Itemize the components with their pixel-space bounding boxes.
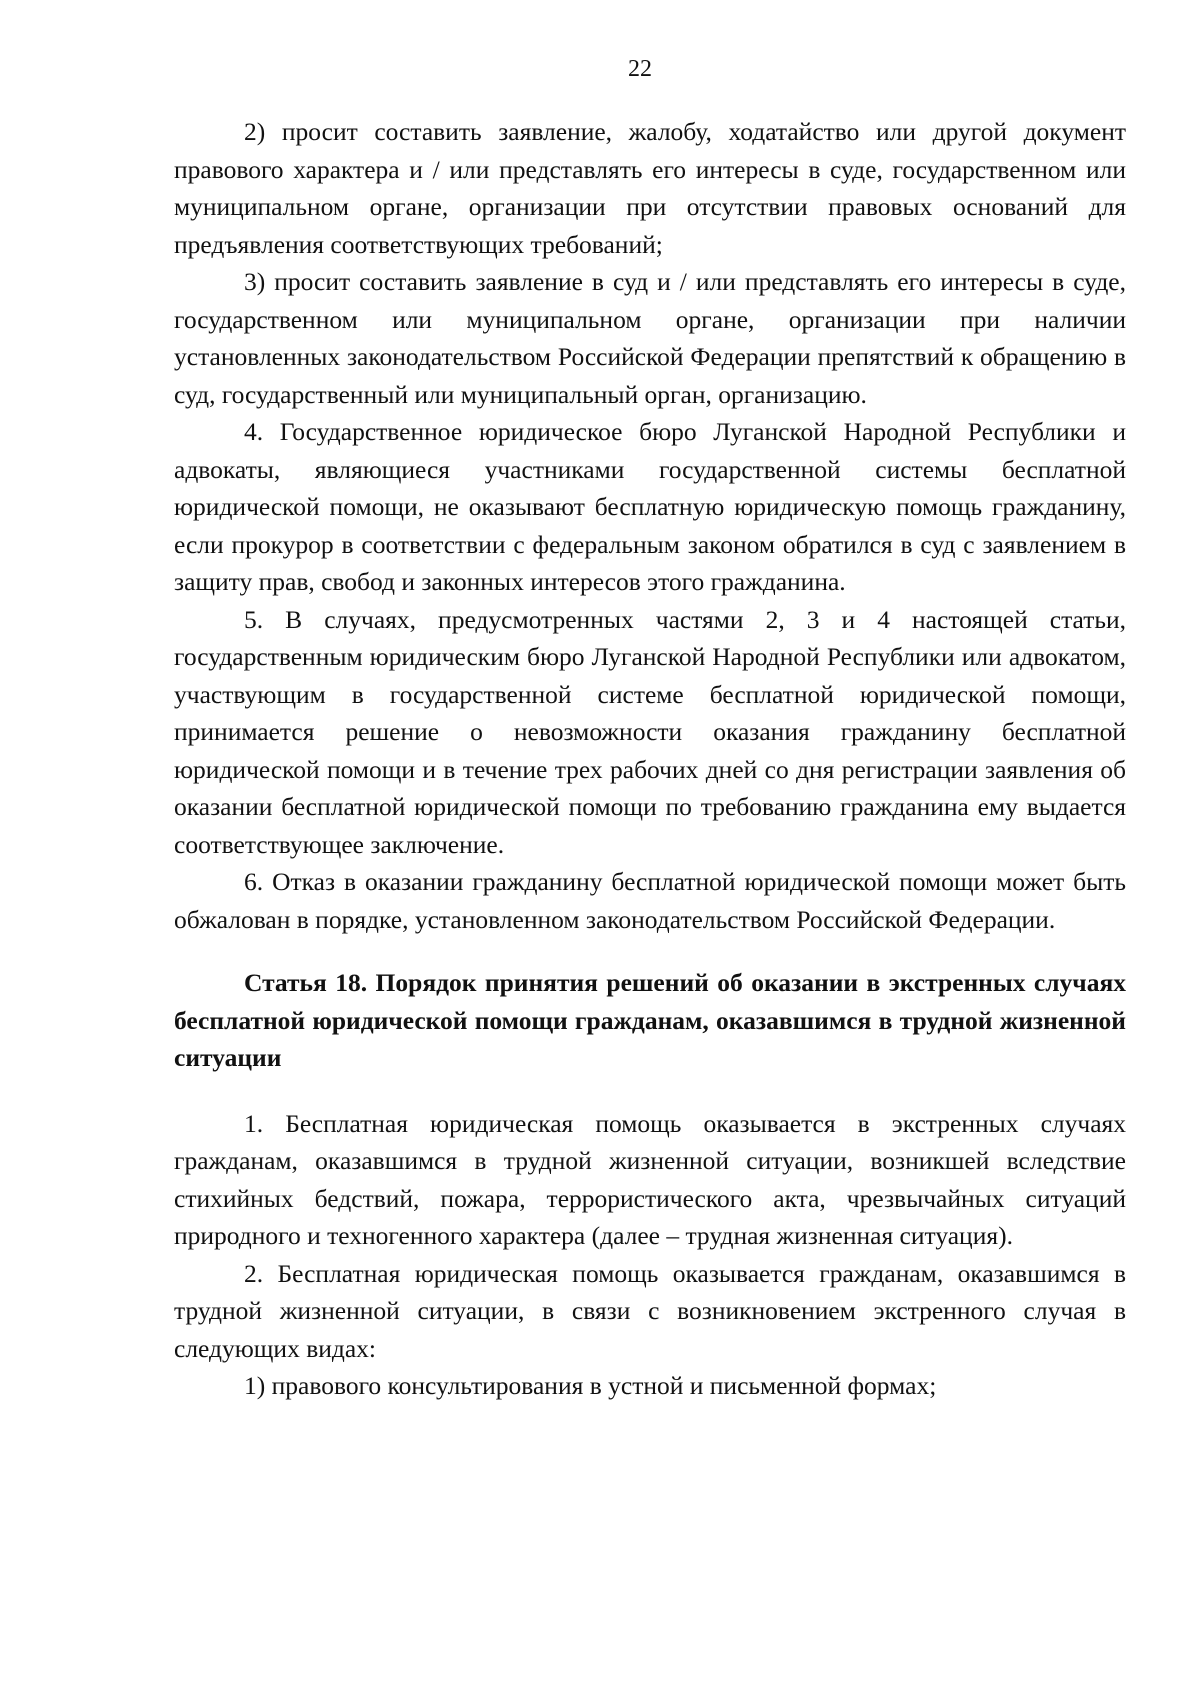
paragraph-part-4: 4. Государственное юридическое бюро Луганской Народной Республики и адвокаты, являющиеся участниками государственной системы бесплатной юридической помощи, не оказывают бесплатную юридическую помощь гражданину, если прокурор в соответствии с федеральным законом обратился в суд с заявлением в защиту прав, свобод и законных интересов этого гражданина.: [174, 417, 1126, 596]
paragraph-part-5: 5. В случаях, предусмотренных частями 2, 3 и 4 настоящей статьи, государственным юридическим бюро Луганской Народной Республики или адвокатом, участвующим в государственной системе бесплатной юридической помощи, принимается решение о невозможности оказания гражданину бесплатной юридической помощи и в течение трех рабочих дней со дня регистрации заявления об оказании бесплатной юридической помощи по требованию гражданина ему выдается соответствующее заключение.: [174, 604, 1126, 859]
paragraph-article-18-part-1: 1. Бесплатная юридическая помощь оказывается в экстренных случаях гражданам, оказавшимся в трудной жизненной ситуации, возникшей вследствие стихийных бедствий, пожара, террористического акта, чрезвычайных ситуаций природного и техногенного характера (далее – трудная жизненная ситуация).: [174, 1108, 1126, 1250]
document-body: [174, 113, 1126, 1405]
paragraph-item-3-request-court: 3) просит составить заявление в суд и / или представлять его интересы в суде, государственном или муниципальном органе, организации при наличии установленных законодательством Российской Федерации препятствий к обращению в суд, государственный или муниципальный орган, организацию.: [174, 267, 1126, 409]
article-18-heading: Статья 18. Порядок принятия решений об оказании в экстренных случаях бесплатной юридической помощи гражданам, оказавшимся в трудной жизненной ситуации: [174, 968, 1126, 1072]
paragraph-article-18-part-2: 2. Бесплатная юридическая помощь оказывается гражданам, оказавшимся в трудной жизненной ситуации, в связи с возникновением экстренного случая в следующих видах:: [174, 1258, 1126, 1363]
paragraph-article-18-item-1: 1) правового консультирования в устной и письменной формах;: [244, 1371, 937, 1400]
page-number: 22: [628, 56, 652, 82]
paragraph-part-6: 6. Отказ в оказании гражданину бесплатной юридической помощи может быть обжалован в порядке, установленном законодательством Российской Федерации.: [174, 867, 1126, 934]
paragraph-item-2-request-documents: 2) просит составить заявление, жалобу, ходатайство или другой документ правового характера и / или представлять его интересы в суде, государственном или муниципальном органе, организации при отсутствии правовых оснований для предъявления соответствующих требований;: [174, 117, 1126, 259]
